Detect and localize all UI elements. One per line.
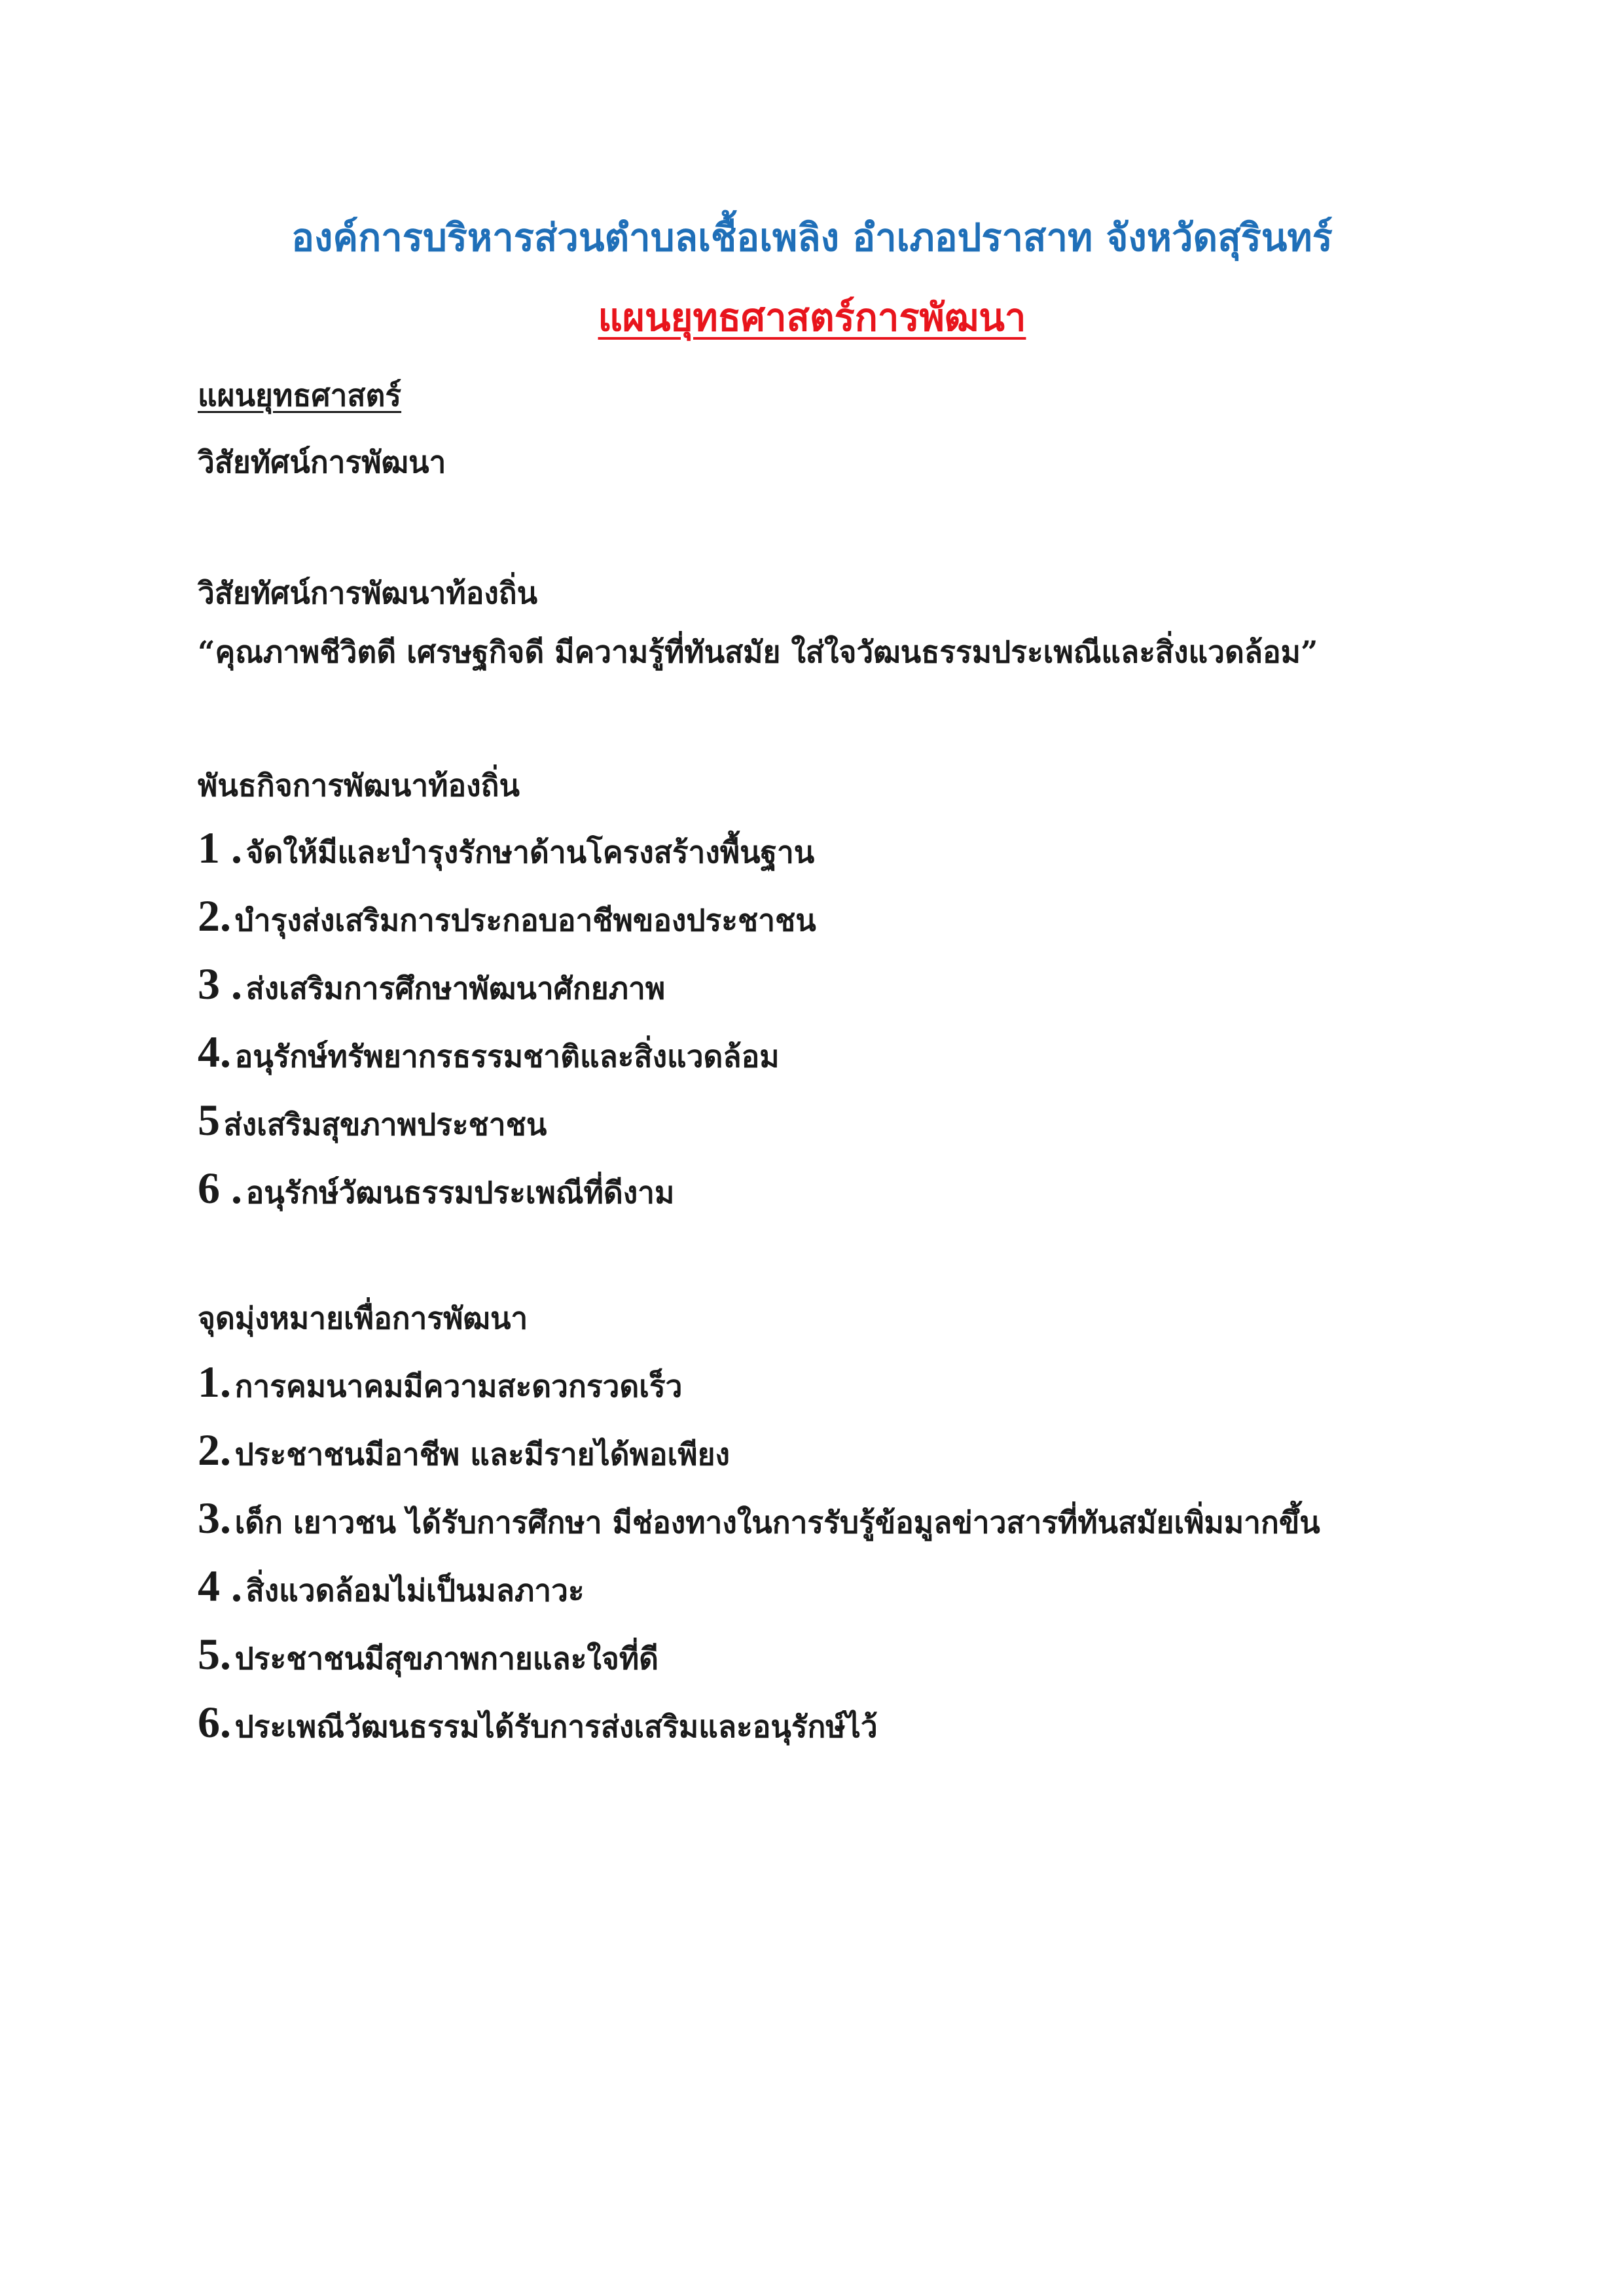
mission-item-number: 6 .	[198, 1163, 242, 1213]
goal-item	[198, 1488, 1572, 1559]
local-vision-text: “คุณภาพชีวิตดี เศรษฐกิจดี มีความรู้ที่ทันสมัย ใส่ใจวัฒนธรรมประเพณีและสิ่งแวดล้อม”	[198, 634, 1318, 670]
goal-item-number: 1.	[198, 1357, 231, 1407]
goal-item-number: 3.	[198, 1493, 231, 1543]
goal-item-number: 5.	[198, 1629, 231, 1679]
goals-heading: จุดมุ่งหมายเพื่อการพัฒนา	[198, 1300, 528, 1336]
strategy-heading: แผนยุทธศาสตร์	[198, 378, 402, 413]
goal-item	[198, 1693, 1572, 1763]
mission-item-number: 1 .	[198, 823, 242, 872]
mission-item	[198, 1158, 1572, 1229]
goal-item	[198, 1420, 1572, 1491]
mission-item-text: อนุรักษ์ทรัพยากรธรรมชาติและสิ่งแวดล้อม	[234, 1039, 780, 1074]
mission-item-number: 2.	[198, 891, 231, 941]
plan-title: แผนยุทธศาสตร์การพัฒนา	[598, 295, 1026, 340]
goal-item	[198, 1352, 1572, 1423]
vision-heading: วิสัยทัศน์การพัฒนา	[198, 444, 446, 480]
organization-title: องค์การบริหารส่วนตำบลเชื้อเพลิง อำเภอปราสาท จังหวัดสุรินทร์	[291, 215, 1333, 260]
goal-item-text: การคมนาคมมีความสะดวกรวดเร็ว	[234, 1369, 683, 1404]
goal-item	[198, 1624, 1572, 1695]
goal-item-text: ประชาชนมีสุขภาพกายและใจที่ดี	[234, 1641, 659, 1676]
mission-item	[198, 1090, 1572, 1161]
mission-heading: พันธกิจการพัฒนาท้องถิ่น	[198, 768, 520, 803]
goal-item-number: 6.	[198, 1697, 231, 1747]
goal-item-text: ประชาชนมีอาชีพ และมีรายได้พอเพียง	[234, 1437, 731, 1472]
mission-item-text: จัดให้มีและบำรุงรักษาด้านโครงสร้างพื้นฐาน	[245, 834, 815, 870]
mission-item-text: อนุรักษ์วัฒนธรรมประเพณีที่ดีงาม	[245, 1175, 675, 1210]
goal-item-text: สิ่งแวดล้อมไม่เป็นมลภาวะ	[245, 1573, 585, 1608]
mission-item-text: บำรุงส่งเสริมการประกอบอาชีพของประชาชน	[234, 903, 816, 938]
goal-item-text: ประเพณีวัฒนธรรมได้รับการส่งเสริมและอนุรักษ์ไว้	[234, 1709, 878, 1744]
goal-item	[198, 1556, 1572, 1627]
mission-item	[198, 954, 1572, 1025]
mission-item	[198, 818, 1572, 889]
goal-item-number: 2.	[198, 1425, 231, 1475]
mission-item-text: ส่งเสริมการศึกษาพัฒนาศักยภาพ	[245, 971, 666, 1006]
mission-item	[198, 1022, 1572, 1093]
mission-item-text: ส่งเสริมสุขภาพประชาชน	[223, 1107, 547, 1142]
mission-item-number: 4.	[198, 1027, 231, 1077]
goal-item-text: เด็ก เยาวชน ได้รับการศึกษา มีช่องทางในการรับรู้ข้อมูลข่าวสารที่ทันสมัยเพิ่มมากขึ้น	[234, 1505, 1320, 1540]
mission-item	[198, 886, 1572, 957]
mission-item-number: 5	[198, 1095, 220, 1145]
mission-item-number: 3 .	[198, 959, 242, 1009]
goal-item-number: 4 .	[198, 1561, 242, 1611]
local-vision-heading: วิสัยทัศน์การพัฒนาท้องถิ่น	[198, 575, 538, 611]
